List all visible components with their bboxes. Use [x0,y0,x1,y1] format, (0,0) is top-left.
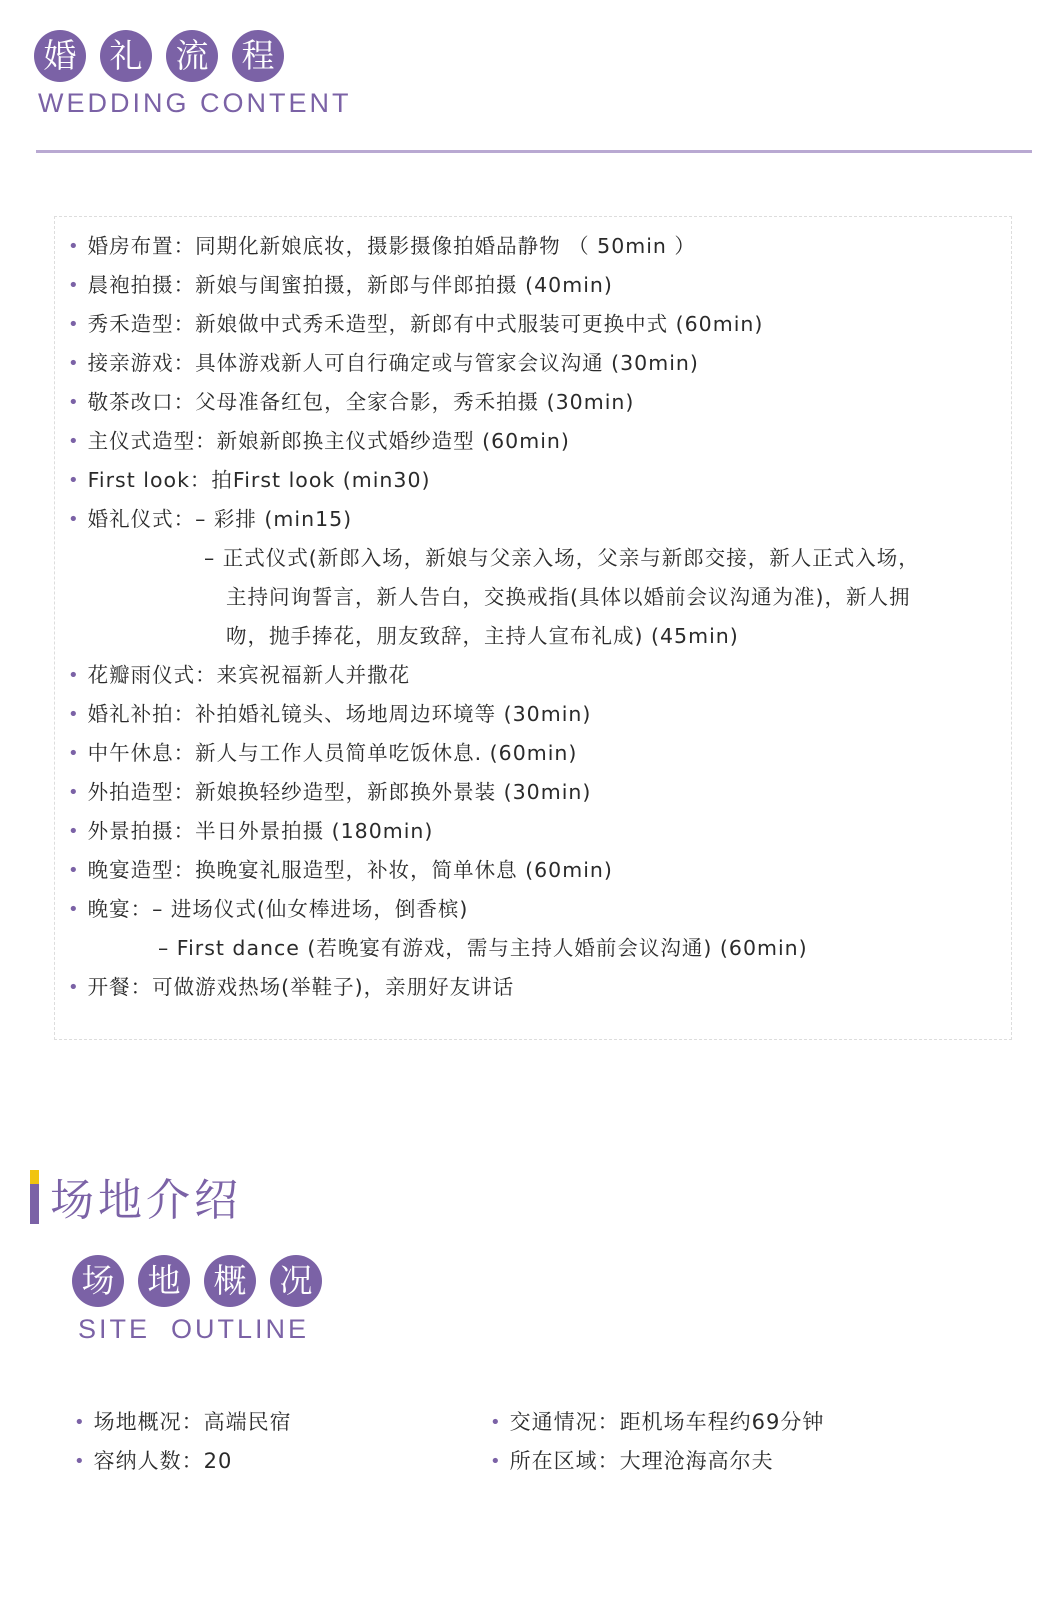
schedule-item: • 主仪式造型：新娘新郎换主仪式婚纱造型 (60min) [68,421,570,463]
heading-char: 况 [270,1255,322,1307]
bullet: • [68,704,80,725]
venue-detail: • 交通情况：距机场车程约69分钟 [490,1402,824,1444]
bullet: • [68,275,80,296]
schedule-item: • 敬茶改口：父母准备红包，全家合影，秀禾拍摄 (30min) [68,382,634,424]
bullet: • [68,821,80,842]
section-marker [30,1170,39,1224]
bullet: • [74,1412,86,1433]
bullet: • [68,509,80,530]
bullet: • [68,314,80,335]
heading-char: 礼 [100,30,152,82]
venue-section-title: 场地介绍 [50,1175,242,1226]
schedule-item: • 婚礼补拍：补拍婚礼镜头、场地周边环境等 (30min) [68,694,591,736]
heading-char: 概 [204,1255,256,1307]
wedding-content-subtitle: WEDDING CONTENT [38,88,352,118]
bullet: • [68,860,80,881]
bullet: • [68,353,80,374]
bullet: • [68,782,80,803]
schedule-item: • 晚宴造型：换晚宴礼服造型，补妆，简单休息 (60min) [68,850,613,892]
bullet: • [68,470,80,491]
schedule-item: • 接亲游戏：具体游戏新人可自行确定或与管家会议沟通 (30min) [68,343,699,385]
divider [36,150,1032,153]
heading-char: 场 [72,1255,124,1307]
schedule-item: • 婚房布置：同期化新娘底妆，摄影摄像拍婚品静物 （ 50min ） [68,226,696,268]
schedule-continuation: 吻，抛手捧花，朋友致辞，主持人宣布礼成) (45min) [226,624,739,648]
heading-char: 程 [232,30,284,82]
schedule-item: • 晨袍拍摄：新娘与闺蜜拍摄，新郎与伴郎拍摄 (40min) [68,265,613,307]
wedding-process-heading [34,30,284,82]
schedule-item: • 中午休息：新人与工作人员简单吃饭休息. (60min) [68,733,577,775]
heading-char: 地 [138,1255,190,1307]
schedule-subitem: – 正式仪式(新郎入场，新娘与父亲入场，父亲与新郎交接，新人正式入场， [204,546,920,570]
venue-detail: • 所在区域：大理沧海高尔夫 [490,1441,774,1483]
bullet: • [68,977,80,998]
bullet: • [68,743,80,764]
heading-char: 婚 [34,30,86,82]
schedule-item: • 秀禾造型：新娘做中式秀禾造型，新郎有中式服装可更换中式 (60min) [68,304,763,346]
bullet: • [74,1451,86,1472]
bullet: • [68,236,80,257]
venue-detail: • 场地概况：高端民宿 [74,1402,292,1444]
schedule-item: • 花瓣雨仪式：来宾祝福新人并撒花 [68,655,410,697]
venue-detail: • 容纳人数：20 [74,1441,232,1483]
site-outline-subtitle: SITE OUTLINE [78,1314,310,1344]
bullet: • [68,665,80,686]
bullet: • [68,899,80,920]
bullet: • [68,392,80,413]
schedule-subitem: – First dance (若晚宴有游戏，需与主持人婚前会议沟通) (60min) [158,936,808,960]
schedule-item: • 外景拍摄：半日外景拍摄 (180min) [68,811,433,853]
bullet: • [490,1451,502,1472]
schedule-item: • First look：拍First look (min30) [68,460,431,502]
bullet: • [490,1412,502,1433]
site-outline-heading [72,1255,322,1307]
bullet: • [68,431,80,452]
schedule-item: • 外拍造型：新娘换轻纱造型，新郎换外景装 (30min) [68,772,591,814]
schedule-item: • 晚宴：– 进场仪式(仙女棒进场，倒香槟) [68,889,468,931]
schedule-item: • 开餐：可做游戏热场(举鞋子)，亲朋好友讲话 [68,967,514,1009]
schedule-continuation: 主持问询誓言，新人告白，交换戒指(具体以婚前会议沟通为准)，新人拥 [226,585,911,609]
heading-char: 流 [166,30,218,82]
schedule-item: • 婚礼仪式：– 彩排 (min15) [68,499,352,541]
